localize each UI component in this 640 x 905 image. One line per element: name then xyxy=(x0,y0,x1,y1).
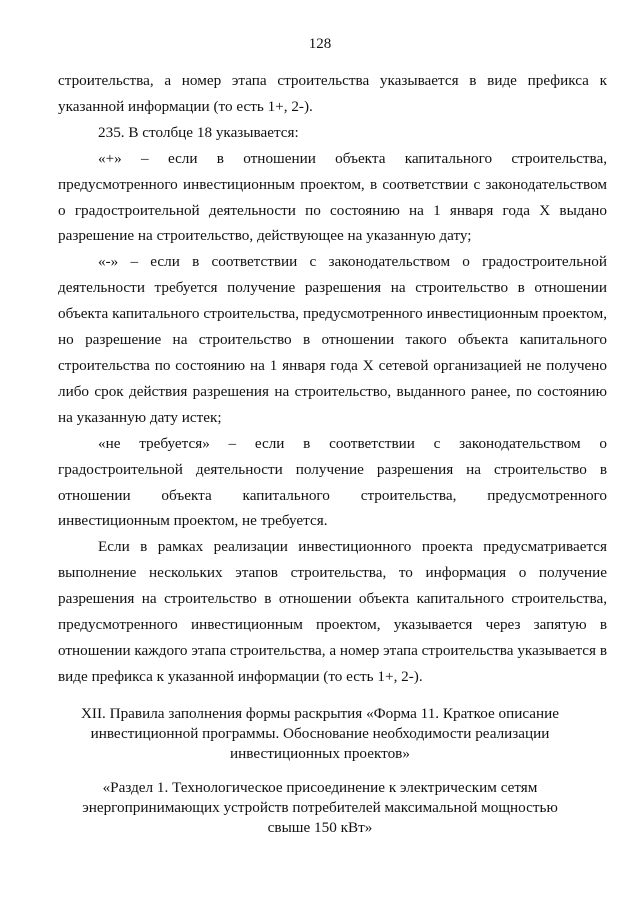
subsection-heading-line-3: свыше 150 кВт» xyxy=(267,819,373,836)
subsection-heading-line-2: энергопринимающих устройств потребителей максимальной мощностью xyxy=(82,799,558,816)
subsection-heading-line-1: «Раздел 1. Технологическое присоединение к электрическим сетям xyxy=(102,779,538,796)
paragraph-minus-value: «-» – если в соответствии с законодательством о градостроительной деятельности требуется получение разрешения на строительство в отношении объекта капитального строительства, предусмотренного инвестиционным проектом, но разрешение на строительство в отношении такого объекта капитального строительства по состоянию на 1 января года X сетевой организацией не получено либо срок действия разрешения на строительство, выданного ранее, по состоянию на указанную дату истек; xyxy=(58,253,607,426)
paragraph-clause-235: 235. В столбце 18 указывается: xyxy=(98,123,299,141)
section-heading-line-1: XII. Правила заполнения формы раскрытия «Форма 11. Краткое описание xyxy=(80,705,560,722)
section-heading xyxy=(0,704,640,764)
subsection-heading xyxy=(0,778,640,838)
paragraph-plus-value: «+» – если в отношении объекта капитального строительства, предусмотренного инвестиционным проектом, в соответствии с законодательством о градостроительной деятельности по состоянию на 1 января года X выдано разрешение на строительство, действующее на указанную дату; xyxy=(58,149,607,245)
page-number: 128 xyxy=(308,36,332,52)
paragraph-not-required-value: «не требуется» – если в соответствии с законодательством о градостроительной деятельности получение разрешения на строительство в отношении объекта капитального строительства, предусмотренного инвестиционным проектом, не требуется. xyxy=(58,434,607,530)
section-heading-line-2: инвестиционной программы. Обоснование необходимости реализации xyxy=(90,725,550,742)
paragraph-continuation: строительства, а номер этапа строительства указывается в виде префикса к указанной информации (то есть 1+, 2-). xyxy=(58,72,607,115)
paragraph-multiple-stages: Если в рамках реализации инвестиционного проекта предусматривается выполнение нескольких этапов строительства, то информация о получение разрешения на строительство в отношении объекта капитального строительства, предусмотренного инвестиционным проектом, указывается через запятую в отношении каждого этапа строительства, а номер этапа строительства указывается в виде префикса к указанной информации (то есть 1+, 2-). xyxy=(58,538,607,685)
section-heading-line-3: инвестиционных проектов» xyxy=(230,745,410,762)
body-text xyxy=(58,68,607,690)
